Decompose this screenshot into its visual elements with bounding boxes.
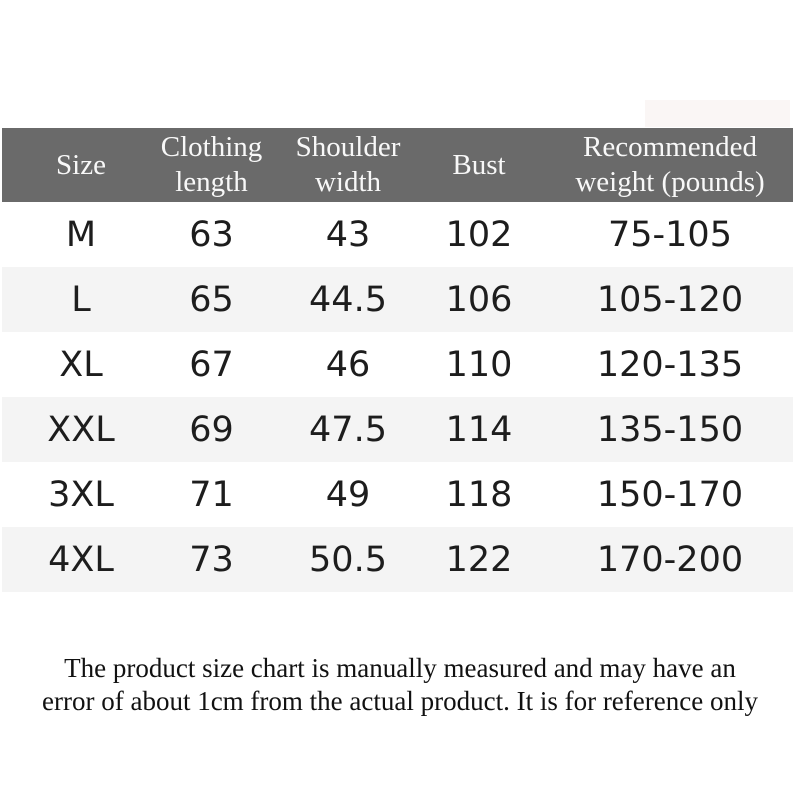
column-header-size: Size — [2, 128, 160, 202]
cell-clothing-length: 65 — [160, 267, 263, 332]
cell-bust: 110 — [445, 344, 513, 385]
cell-clothing-length: 63 — [189, 214, 234, 255]
disclaimer-note — [0, 652, 800, 718]
faint-artifact — [645, 100, 790, 127]
table-row-3xl — [2, 462, 793, 527]
cell-recommended-weight: 150-170 — [596, 474, 744, 515]
cell-shoulder-width: 43 — [325, 214, 371, 255]
column-header-clothing-length: Clothing length — [160, 128, 263, 202]
cell-shoulder-width: 50.5 — [263, 527, 433, 592]
cell-size: L — [2, 267, 160, 332]
cell-shoulder-width: 44.5 — [263, 267, 433, 332]
disclaimer-line-2: error of about 1cm from the actual product. It is for reference only — [42, 686, 758, 716]
table-row-l — [2, 267, 793, 332]
cell-bust: 102 — [445, 214, 513, 255]
cell-recommended-weight: 75-105 — [608, 214, 732, 255]
cell-recommended-weight: 135-150 — [525, 397, 793, 462]
cell-clothing-length: 73 — [160, 527, 263, 592]
cell-shoulder-width: 47.5 — [263, 397, 433, 462]
cell-recommended-weight: 105-120 — [525, 267, 793, 332]
cell-size: 4XL — [2, 527, 160, 592]
cell-bust: 106 — [433, 267, 525, 332]
cell-clothing-length: 67 — [189, 344, 234, 385]
cell-clothing-length: 69 — [160, 397, 263, 462]
cell-bust: 114 — [433, 397, 525, 462]
cell-size: 3XL — [48, 474, 114, 515]
table-header-row — [2, 128, 793, 202]
table-row-4xl — [2, 527, 793, 592]
table-row-m — [2, 202, 793, 267]
size-table — [2, 128, 793, 592]
cell-bust: 122 — [433, 527, 525, 592]
column-header-bust: Bust — [433, 128, 525, 202]
cell-clothing-length: 71 — [189, 474, 234, 515]
column-header-recommended-weight: Recommended weight (pounds) — [525, 128, 793, 202]
cell-recommended-weight: 120-135 — [596, 344, 744, 385]
cell-size: XXL — [2, 397, 160, 462]
cell-bust: 118 — [445, 474, 513, 515]
cell-size: XL — [59, 344, 103, 385]
table-row-xl — [2, 332, 793, 397]
cell-size: M — [65, 214, 97, 255]
cell-shoulder-width: 49 — [325, 474, 371, 515]
cell-recommended-weight: 170-200 — [525, 527, 793, 592]
table-row-xxl — [2, 397, 793, 462]
disclaimer-line-1: The product size chart is manually measured and may have an — [64, 653, 736, 683]
column-header-shoulder-width: Shoulder width — [263, 128, 433, 202]
cell-shoulder-width: 46 — [325, 344, 371, 385]
